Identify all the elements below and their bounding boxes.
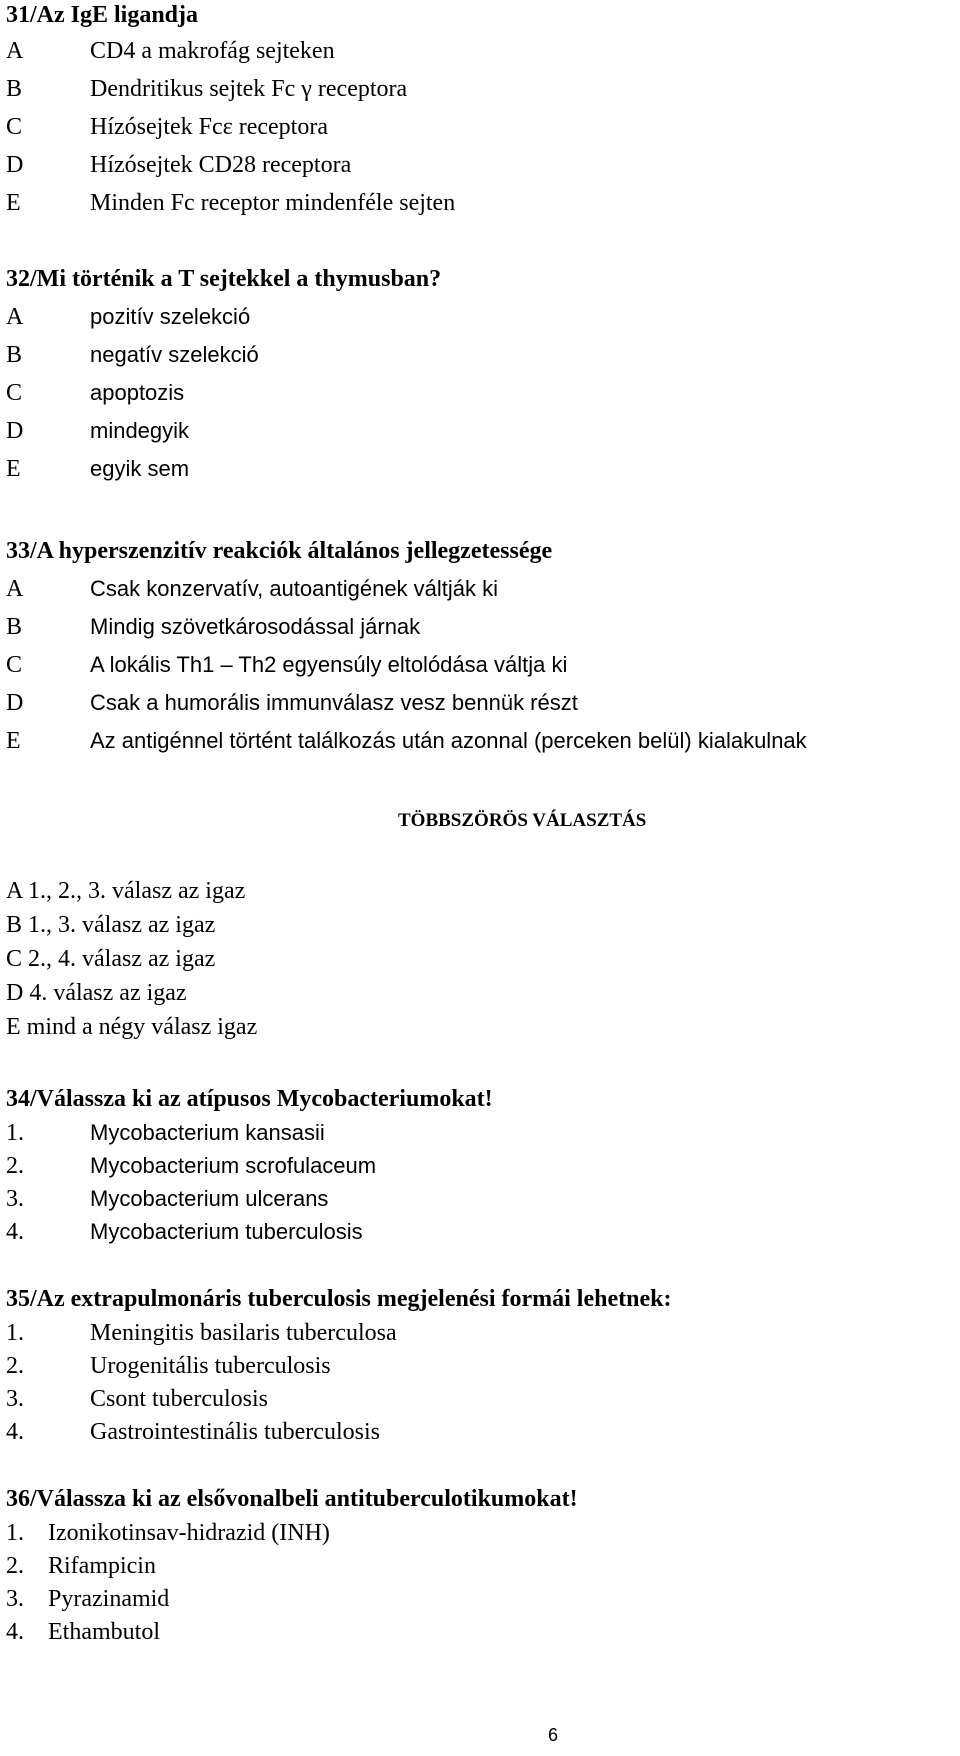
- option-text: Mycobacterium tuberculosis: [90, 1219, 363, 1244]
- option-letter: E: [6, 190, 21, 216]
- answer-combination: E mind a négy válasz igaz: [6, 1014, 258, 1040]
- option-text: pozitív szelekció: [90, 304, 251, 329]
- option-number: 4.: [6, 1219, 24, 1245]
- option-text: Mindig szövetkárosodással járnak: [90, 614, 421, 639]
- option-text: negatív szelekció: [90, 342, 259, 367]
- option-text: A lokális Th1 – Th2 egyensúly eltolódása váltja ki: [90, 652, 568, 677]
- option-letter: E: [6, 456, 21, 482]
- option-text: Hízósejtek CD28 receptora: [90, 152, 352, 178]
- answer-combination: A 1., 2., 3. válasz az igaz: [6, 878, 246, 904]
- option-text: Mycobacterium kansasii: [90, 1120, 325, 1145]
- option-number: 3.: [6, 1586, 24, 1612]
- question-34-title: 34/Válassza ki az atípusos Mycobacteriumokat!: [6, 1086, 493, 1112]
- answer-combination: B 1., 3. válasz az igaz: [6, 912, 216, 938]
- question-35-title: 35/Az extrapulmonáris tuberculosis megjelenési formái lehetnek:: [6, 1286, 672, 1312]
- question-32-title: 32/Mi történik a T sejtekkel a thymusban?: [6, 266, 442, 292]
- option-text: Csont tuberculosis: [90, 1386, 268, 1412]
- answer-combination: D 4. válasz az igaz: [6, 980, 187, 1006]
- option-letter: A: [6, 304, 24, 330]
- multiple-choice-heading: TÖBBSZÖRÖS VÁLASZTÁS: [398, 810, 647, 831]
- option-number: 2.: [6, 1153, 24, 1179]
- option-letter: D: [6, 690, 24, 716]
- question-31-title: 31/Az IgE ligandja: [6, 2, 199, 28]
- answer-combination: C 2., 4. válasz az igaz: [6, 946, 216, 972]
- option-text: Mycobacterium ulcerans: [90, 1186, 329, 1211]
- option-letter: C: [6, 114, 23, 140]
- option-text: apoptozis: [90, 380, 185, 405]
- option-text: mindegyik: [90, 418, 190, 443]
- option-letter: D: [6, 152, 24, 178]
- option-letter: B: [6, 614, 23, 640]
- option-letter: B: [6, 76, 23, 102]
- option-number: 2.: [6, 1553, 24, 1579]
- option-text: Meningitis basilaris tuberculosa: [90, 1320, 397, 1346]
- option-text: CD4 a makrofág sejteken: [90, 38, 335, 64]
- option-text: Izonikotinsav-hidrazid (INH): [48, 1520, 330, 1546]
- question-36-title: 36/Válassza ki az elsővonalbeli antituberculotikumokat!: [6, 1486, 578, 1512]
- option-text: Urogenitális tuberculosis: [90, 1353, 331, 1379]
- option-number: 1.: [6, 1320, 24, 1346]
- option-letter: C: [6, 380, 23, 406]
- option-letter: E: [6, 728, 21, 754]
- option-text: Hízósejtek Fcε receptora: [90, 114, 328, 140]
- option-text: Az antigénnel történt találkozás után azonnal (perceken belül) kialakulnak: [90, 728, 807, 753]
- option-letter: A: [6, 38, 24, 64]
- option-text: Gastrointestinális tuberculosis: [90, 1419, 380, 1445]
- option-number: 4.: [6, 1419, 24, 1445]
- option-text: Minden Fc receptor mindenféle sejten: [90, 190, 456, 216]
- option-text: egyik sem: [90, 456, 190, 481]
- option-letter: D: [6, 418, 24, 444]
- option-letter: C: [6, 652, 23, 678]
- option-letter: B: [6, 342, 23, 368]
- question-33-title: 33/A hyperszenzitív reakciók általános jellegzetessége: [6, 538, 553, 564]
- option-text: Pyrazinamid: [48, 1586, 170, 1612]
- option-text: Csak konzervatív, autoantigének váltják ki: [90, 576, 499, 601]
- option-letter: A: [6, 576, 24, 602]
- option-number: 3.: [6, 1386, 24, 1412]
- option-text: Csak a humorális immunválasz vesz bennük részt: [90, 690, 578, 715]
- page-number: 6: [548, 1725, 559, 1745]
- option-number: 4.: [6, 1619, 24, 1645]
- option-number: 2.: [6, 1353, 24, 1379]
- option-text: Ethambutol: [48, 1619, 160, 1645]
- option-number: 1.: [6, 1120, 24, 1146]
- option-number: 1.: [6, 1520, 24, 1546]
- option-number: 3.: [6, 1186, 24, 1212]
- option-text: Dendritikus sejtek Fc γ receptora: [90, 76, 408, 102]
- option-text: Rifampicin: [48, 1553, 156, 1579]
- option-text: Mycobacterium scrofulaceum: [90, 1153, 377, 1178]
